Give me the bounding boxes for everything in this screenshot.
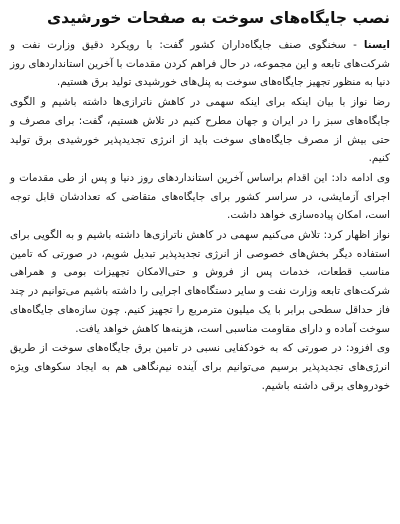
source-dash: -	[346, 39, 364, 51]
article-paragraph: رضا نواز با بیان اینکه برای اینکه سهمی در کاهش ناترازی‌ها داشته باشیم و الگوی جایگاه‌های سبز را در ایران و جهان مطرح کنیم در تلاش هستیم، گفت: برای مصرف و حتی بیش از مصرف جایگاه‌های سوخت باید از انرژی تجدیدپذیر خورشیدی برق تولید کنیم.	[10, 96, 390, 165]
article-paragraph-lead	[10, 36, 390, 92]
article-body	[10, 36, 390, 395]
paragraph-text: سخنگوی صنف جایگاه‌داران کشور گفت: با رویکرد دقیق وزارت نفت و شرکت‌های تابعه و این مجموعه، در حال فراهم کردن مقدمات با آخرین استانداردهای روز دنیا به منظور تجهیز جایگاه‌های سوخت به پنل‌های خورشیدی تولید برق هستیم.	[10, 39, 390, 89]
article-headline: نصب جایگاه‌های سوخت به صفحات خورشیدی	[46, 9, 390, 27]
article-paragraph: وی افزود: در صورتی که به خودکفایی نسبی در تامین برق جایگاه‌های سوخت از طریق انرژی‌های تجدیدپذیر برسیم می‌توانیم برای آینده نیم‌نگاهی هم به ایجاد سکوهای ویژه خودروهای برقی داشته باشیم.	[10, 342, 390, 392]
article-paragraph: نواز اظهار کرد: تلاش می‌کنیم سهمی در کاهش ناترازی‌ها داشته باشیم و به الگویی برای استفاده دیگر بخش‌های خصوصی از انرژی تجدیدپذیر تبدیل شویم، در صورتی که تامین مناسب قطعات، خدمات پس از فروش و حتی‌الامکان تجهیزات بومی و همراهی شرکت‌های تابعه وزارت نفت و سایر دستگاه‌های اجرایی را داشته باشیم می‌توانیم در چند فاز حداقل سطحی برابر با یک میلیون مترمربع را تجهیز کنیم. چون سازه‌های جایگاه‌های سوخت آماده و دارای مقاومت مناسبی است، هزینه‌ها کاهش خواهد یافت.	[10, 229, 390, 335]
news-agency-source: ایسنا	[363, 39, 390, 51]
article-paragraph: وی ادامه داد: این اقدام براساس آخرین استانداردهای روز دنیا و پس از طی مقدمات و اجرای آزمایشی، در سراسر کشور برای جایگاه‌های متقاضی که تعدادشان قابل توجه است، امکان پیاده‌سازی خواهد داشت.	[10, 171, 390, 222]
